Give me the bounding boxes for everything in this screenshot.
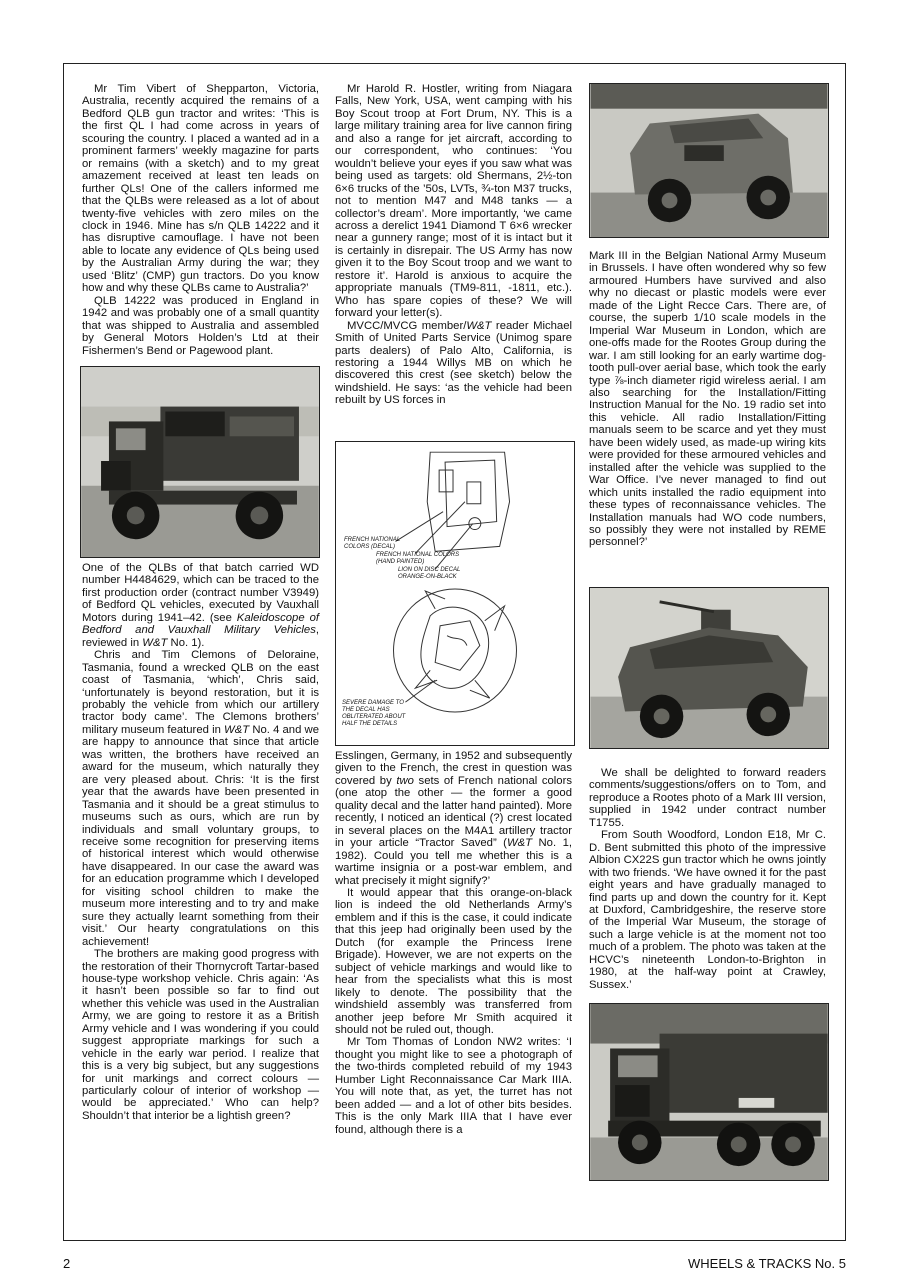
sketch-label-4: SEVERE DAMAGE TO THE DECAL HAS OBLITERATED ABOUT HALF THE DETAILS [342, 700, 406, 727]
bedford-qlb-truck-image [81, 367, 319, 557]
article-paragraph: Chris and Tim Clemons of Deloraine, Tasmania, found a wrecked QLB on the east coast of Tasmania, ‘which’, Chris said, ‘unfortunately is beyond restoration, but it is probably the vehicle from which our artillery tractor body came’. The Clemons brothers’ military museum featured in W&T No. 4 and we are happy to announce that since that article was written, the brothers have received an award for the museum, which naturally they are very pleased about. Chris: ‘It is the first year that the awards have been presented in Tasmania and it should be a great stimulus to museums such as ours, which are run by individuals and small voluntary groups, to receive some recognition for preserving items of historical interest which would otherwise have disappeared. In our case the award was for an education programme which I developed for visiting school children to make the museum more interesting and to try and make sure they actually learnt something from their visit.’ Our hearty congratulations on this achievement! [82, 649, 319, 948]
photo-bedford-qlb [80, 366, 320, 558]
article-paragraph: From South Woodford, London E18, Mr C. D. Bent submitted this photo of the impressive Albion CX22S gun tractor which he owns jointly with two friends. ‘We have owned it for the past eight years and have gradually managed to find parts up and down the country for it. Kept at Duxford, Cambridgeshire, the reserve store of the Imperial War Museum, the storage of such a large vehicle is at the moment not too much of a problem. The photo was taken at the HCVC’s nineteenth London-to-Brighton in 1980, at the half-way point at Crawley, Sussex.’ [589, 829, 826, 991]
photo-albion-cx22s [589, 1003, 829, 1181]
article-paragraph: Mr Tim Vibert of Shepparton, Victoria, Australia, recently acquired the remains of a Bedford QLB gun tractor and writes: ‘This is the first QL I had come across in years of scouring the country. I placed a wanted ad in a prominent farmers’ weekly magazine for parts or remains (with a sketch) and to my great amazement received at least ten leads on further QLs! One of the callers informed me that the QLBs were released as a lot of about twenty-five vehicles with zero miles on the clock in 1946. Mine has s/n QLB 14222 and it has disruptive camouflage. I have not been able to locate any evidence of QLs being used by the Australian Army during the war; they used ‘Blitz’ (CMP) gun tractors. Do you know how and why these QLBs came to Australia?’ [82, 83, 319, 295]
photo-humber-rootes [589, 587, 829, 749]
article-paragraph: Mark III in the Belgian National Army Museum in Brussels. I have often wondered why so few armoured Humbers have survived and also why no diecast or plastic models were ever made of the Light Recce Cars. There are, of course, the superb 1/10 scale models in the Imperial War Museum in London, which are one-offs made for the Rootes Group during the war. I am still looking for an early wartime dog-tooth pull-over aerial base, which took the early type ⅞-inch diameter rigid wireless aerial. I am also searching for the Installation/Fitting Instruction Manual for the No. 19 radio set into this vehicle. All radio Installation/Fitting manuals seem to be scarce and yet they must have been widely used, as made-up wiring kits were provided for these armoured vehicles and installed after the vehicle was supplied to the War Office. I’ve never managed to find out which units installed the radio equipment into these types of reconnaissance vehicles. The Installation manuals had WO code numbers, so possibly they were not installed by REME personnel?’ [589, 250, 826, 549]
magazine-issue: WHEELS & TRACKS No. 5 [688, 1256, 846, 1271]
article-paragraph: The brothers are making good progress with the restoration of their Thornycroft Tartar-based house-type workshop vehicle. Chris again: ‘As it hasn’t been possible so far to find out whether this vehicle was used in the Australian Army, we are going to restore it as a British Army vehicle and I was wondering if you could suggest appropriate markings for such a vehicle in the early war period. I realize that this is a very big subject, but any suggestions for unit markings and correct colours — particularly colour of interior of workshop — would be appreciated.’ Who can help? Shouldn’t that interior be a lightish green? [82, 948, 319, 1122]
humber-mk3-image [590, 588, 828, 748]
column-3 [589, 250, 826, 549]
article-paragraph: Mr Tom Thomas of London NW2 writes: ‘I thought you might like to see a photograph of the two-thirds completed rebuild of my 1943 Humber Light Reconnaissance Car Mark IIIA. You will note that, as yet, the turret has not been added — and a lot of other bits besides. This is the only Mark IIIA that I have ever found, although there is a [335, 1036, 572, 1136]
photo-caption-bedford: One of the QLBs of that batch carried WD number H4484629, which can be traced to the first production order (contract number V3949) of Bedford QL vehicles, executed by Vauxhall Motors during 1941–42. (see Kaleidoscope of Bedford and Vauxhall Military Vehicles, reviewed in W&T No. 1). [82, 562, 319, 649]
article-paragraph: MVCC/MVCG member/W&T reader Michael Smith of United Parts Service (Unimog spare parts dealers) of Palo Alto, California, is restoring a 1944 Willys MB on which he discovered this crest (see sketch) below the windshield. He says: ‘as the vehicle had been rebuilt by US forces in [335, 319, 572, 407]
albion-gun-tractor-image [590, 1004, 828, 1180]
sketch-label-3: LION ON DISC DECAL ORANGE-ON-BLACK [398, 567, 461, 580]
crest-sketch [335, 441, 575, 746]
article-paragraph: Mr Harold R. Hostler, writing from Niagara Falls, New York, USA, went camping with his Boy Scout troop at Fort Drum, NY. This is a large military training area for live cannon firing and also a range for jet aircraft, according to our correspondent, who continues: ‘You wouldn’t believe your eyes if you saw what was being used as targets: old Shermans, 2½-ton 6×6 trucks of the ’50s, LVTs, ¾-ton M37 trucks, not to mention M47 and M48 tanks — a collector’s dream’. More importantly, ‘we came across a derelict 1941 Diamond T 6×6 wrecker near a gunnery range; most of it is intact but it is certainly in disrepair. The US Army has now given it to the Boy Scout troop and we want to restore it’. Harold is anxious to acquire the appropriate manuals (TM9-811, -1811, etc.). Who has spare copies of these? We will forward your letter(s). [335, 83, 572, 320]
article-paragraph: QLB 14222 was produced in England in 1942 and was probably one of a small quantity that was shipped to Australia and assembled by General Motors Holden’s Ltd at their Fishermen’s Bend or Pagewood plant. [82, 294, 319, 357]
article-paragraph: Esslingen, Germany, in 1952 and subsequently given to the French, the crest in question was covered by two sets of French national colors (one atop the other — the former a good quality decal and the latter hand painted). More recently, I noticed an identical (?) crest located in several places on the M4A1 artillery tractor in your article “Tractor Saved” (W&T No. 1, 1982). Could you tell me whether this is a wartime insignia or a post-war emblem, and what precisely it might signify?’ [335, 750, 572, 887]
column-1 [82, 83, 319, 357]
column-2-lower [335, 750, 572, 1136]
photo-humber-mk3a [589, 83, 829, 238]
column-3-lower [589, 767, 826, 991]
column-1-lower [82, 562, 319, 1122]
sketch-label-2: FRENCH NATIONAL COLORS (HAND PAINTED) [376, 552, 460, 565]
article-paragraph: We shall be delighted to forward readers comments/suggestions/offers on to Tom, and reproduce a Rootes photo of a Mark III version, supplied in 1942 under contract number T1755. [589, 767, 826, 829]
article-paragraph: It would appear that this orange-on-black lion is indeed the old Netherlands Army’s emblem and if this is the case, it could indicate that this jeep had originally been used by the Dutch (for example the Princess Irene Brigade). However, we are not experts on the subject of vehicle markings and would like to hear from the specialists what this is most likely to denote. The possibility that the windshield assembly was transferred from another jeep before Mr Smith acquired it should not be ruled out, though. [335, 886, 572, 1036]
humber-armoured-car-image [590, 84, 828, 237]
sketch-label-1: FRENCH NATIONAL COLORS (DECAL) [344, 537, 401, 550]
page-number: 2 [63, 1256, 71, 1271]
column-2 [335, 83, 572, 407]
